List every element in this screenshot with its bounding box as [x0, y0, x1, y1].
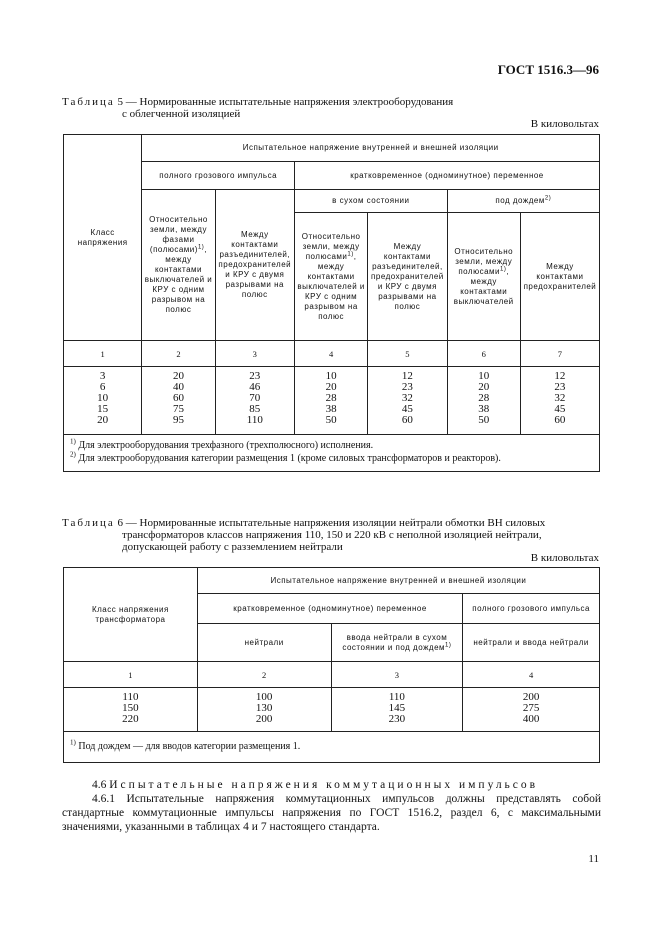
table6-col4-header: нейтрали и ввода нейтрали: [463, 624, 600, 662]
table5-caption-line2: с облегченной изоляцией: [122, 108, 241, 120]
table6-header-main: Испытательное напряжение внутренней и внешней изоляции: [197, 568, 599, 594]
table6-colnum: 1: [64, 662, 198, 688]
table5-col3-header: Между контактами разъединителей, предохранителей и КРУ с двумя разрывами на полюс: [215, 190, 294, 341]
table5-caption: [62, 96, 602, 120]
table5-footnotes: [64, 435, 600, 472]
table6-col2-header: нейтрали: [197, 624, 331, 662]
table5-col5-header: Между контактами разъединителей, предохранителей и КРУ с двумя разрывами на полюс: [368, 213, 447, 341]
table5-col4-values: 10 20 28 38 50: [294, 367, 367, 435]
table5-col7-header: Между контактами предохранителей: [520, 213, 599, 341]
table5-label: Таблица: [62, 96, 115, 108]
page-number: 11: [588, 853, 599, 865]
table5-col3-values: 23 46 70 85 110: [215, 367, 294, 435]
table5-header-dry: в сухом состоянии: [294, 190, 447, 213]
table5-colnum: 1: [64, 341, 142, 367]
section-heading: [62, 778, 601, 792]
table6-footnotes: [64, 732, 600, 763]
table6-number: 6: [117, 517, 124, 529]
table5-data-row: [64, 367, 600, 435]
section-title: Испытательные напряжения коммутационных импульсов: [109, 779, 539, 791]
table5-header-short: кратковременное (одноминутное) переменное: [294, 162, 599, 190]
table6-footnote-1: $^{1)}$ Под дождем — для вводов категории размещения 1.: [70, 738, 301, 752]
table6-header-short: кратковременное (одноминутное) переменное: [197, 594, 462, 624]
table5-unit: В киловольтах: [530, 118, 599, 130]
table6-caption-line3: допускающей работу с разземлением нейтрали: [122, 541, 343, 553]
table5-footnote-1: $^{1)}$ Для электрооборудования трехфазного (трехполюсного) исполнения.: [70, 437, 374, 451]
table6-colnum: 4: [463, 662, 600, 688]
table6-col3-values: 110 145 230: [331, 688, 463, 732]
table6-col2-values: 100 130 200: [197, 688, 331, 732]
table6-col1-values: 110 150 220: [64, 688, 198, 732]
table5: [63, 134, 600, 472]
table5-header-lightning: полного грозового импульса: [142, 162, 295, 190]
table6-unit: В киловольтах: [530, 552, 599, 564]
table6: [63, 567, 600, 763]
table6-col4-values: 200 275 400: [463, 688, 600, 732]
table6-label: Таблица: [62, 517, 115, 529]
table6-colnum: 3: [331, 662, 463, 688]
table5-colnum: 5: [368, 341, 447, 367]
section-paragraph: 4.6.1 Испытательные напряжения коммутационных импульсов должны представлять собой стандартные коммутационные импульсы напряжения по ГОСТ 1516.2, раздел 6, с максимальными значениями, указанными в таблицах 4 и 7 настоящего стандарта.: [62, 793, 601, 833]
table5-colnum: 2: [142, 341, 215, 367]
table5-header-class: Класс напряжения: [64, 135, 142, 341]
table6-caption: [62, 517, 602, 553]
table5-col5-values: 12 23 32 45 60: [368, 367, 447, 435]
table5-colnum: 3: [215, 341, 294, 367]
table6-header-class: Класс напряжения трансформатора: [64, 568, 198, 662]
table5-colnum: 7: [520, 341, 599, 367]
document-header: ГОСТ 1516.3—96: [497, 62, 599, 77]
table5-colnum: 6: [447, 341, 520, 367]
table5-col1-values: 3 6 10 15 20: [64, 367, 142, 435]
table6-header-lightning: полного грозового импульса: [463, 594, 600, 624]
table5-col2-values: 20 40 60 75 95: [142, 367, 215, 435]
table5-col4-header: Относительно земли, между полюсами$^{1)}$, между контактами выключателей и КРУ с одним разрывом на полюс: [294, 213, 367, 341]
table6-caption-line1: — Нормированные испытательные напряжения изоляции нейтрали обмотки ВН силовых: [123, 517, 546, 529]
table5-caption-line1: — Нормированные испытательные напряжения электрооборудования: [123, 96, 454, 108]
table5-footnote-2: $^{2)}$ Для электрооборудования категории размещения 1 (кроме силовых трансформаторов и реакторов).: [70, 450, 501, 464]
table5-header-rain: под дождем$^{2)}$: [447, 190, 599, 213]
table5-col6-header: Относительно земли, между полюсами$^{1)}$, между контактами выключателей: [447, 213, 520, 341]
table6-caption-line2: трансформаторов классов напряжения 110, 150 и 220 кВ с неполной изоляцией нейтрали,: [122, 529, 542, 541]
table5-number: 5: [117, 96, 124, 108]
table5-header-main: Испытательное напряжение внутренней и внешней изоляции: [142, 135, 600, 162]
table6-data-row: [64, 688, 600, 732]
section-number: 4.6: [92, 779, 107, 791]
table6-colnum: 2: [197, 662, 331, 688]
table5-col2-header: Относительно земли, между фазами (полюсами)$^{1)}$, между контактами выключателей и КРУ с одним разрывом на полюс: [142, 190, 215, 341]
table5-col7-values: 12 23 32 45 60: [520, 367, 599, 435]
table5-col6-values: 10 20 28 38 50: [447, 367, 520, 435]
table5-colnum: 4: [294, 341, 367, 367]
table6-col3-header: ввода нейтрали в сухом состоянии и под дождем$^{1)}$: [331, 624, 463, 662]
